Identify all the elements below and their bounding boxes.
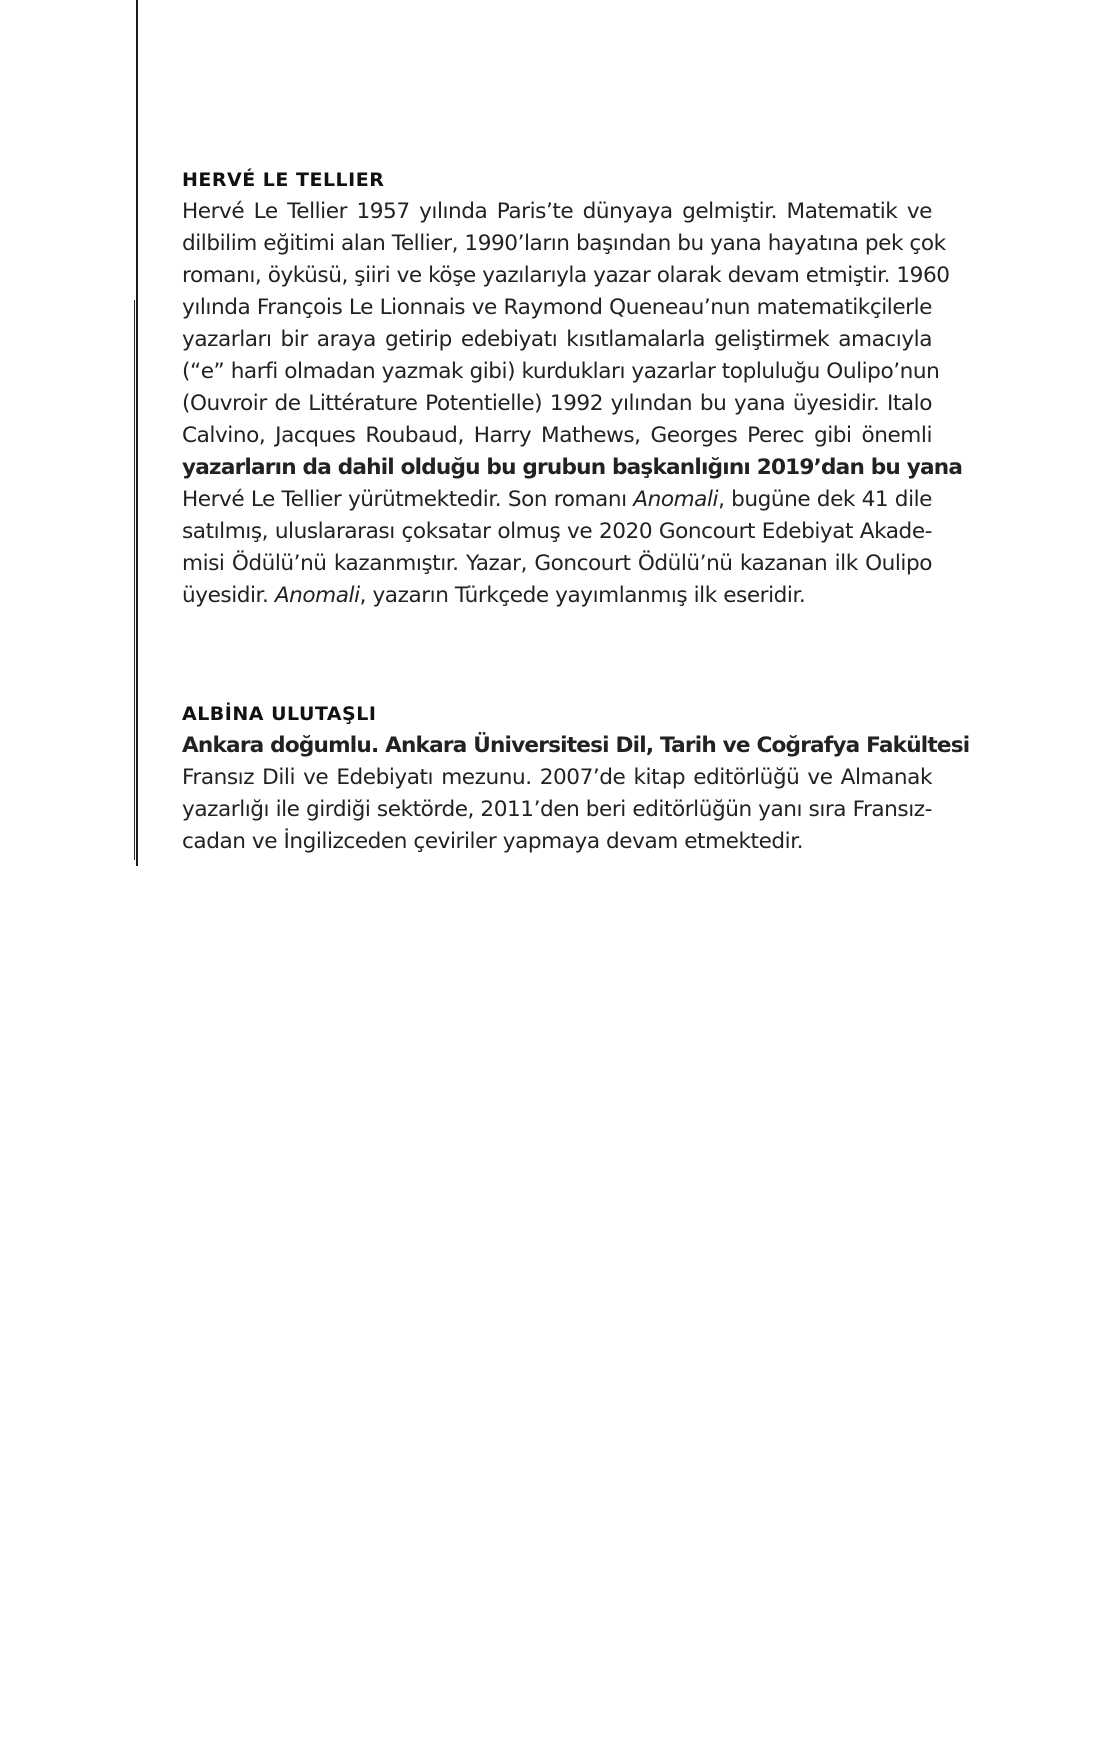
bio-line: satılmış, uluslararası çoksatar olmuş ve 2020 Goncourt Edebiyat Akade- <box>182 519 932 544</box>
bio-line <box>182 484 932 516</box>
bio-line: misi Ödülü’nü kazanmıştır. Yazar, Goncourt Ödülü’nü kazanan ilk Oulipo <box>182 551 932 576</box>
bio-line: cadan ve İngilizceden çeviriler yapmaya devam etmektedir. <box>182 829 804 854</box>
bio-line-part: Hervé Le Tellier yürütmektedir. Son romanı <box>182 487 627 512</box>
bio-line: romanı, öyküsü, şiiri ve köşe yazılarıyla yazar olarak devam etmiştir. 1960 <box>182 263 950 288</box>
bio-line-part: , yazarın Türkçede yayımlanmış ilk eseridir. <box>359 583 806 608</box>
page-edge-line <box>136 0 138 866</box>
bio-line: (“e” harfi olmadan yazmak gibi) kurdukları yazarlar topluluğu Oulipo’nun <box>182 359 940 384</box>
bio-line: Hervé Le Tellier 1957 yılında Paris’te dünyaya gelmiştir. Matematik ve <box>182 199 932 224</box>
book-title-anomali: Anomali <box>274 583 360 608</box>
bio-line <box>182 580 932 612</box>
bio-line: yazarları bir araya getirip edebiyatı kısıtlamalarla geliştirmek amacıyla <box>182 327 932 352</box>
author-bio-section <box>182 164 963 612</box>
author-name-heading: HERVÉ LE TELLIER <box>182 169 385 191</box>
bio-line: Fransız Dili ve Edebiyatı mezunu. 2007’de kitap editörlüğü ve Almanak <box>182 765 932 790</box>
bio-line: yılında François Le Lionnais ve Raymond Queneau’nun matematikçilerle <box>182 295 932 320</box>
bio-line: (Ouvroir de Littérature Potentielle) 1992 yılından bu yana üyesidir. Italo <box>182 391 932 416</box>
bio-line: Calvino, Jacques Roubaud, Harry Mathews, Georges Perec gibi önemli <box>182 423 932 448</box>
page-edge-line-inner <box>134 300 135 860</box>
bio-line: dilbilim eğitimi alan Tellier, 1990’ların başından bu yana hayatına pek çok <box>182 231 946 256</box>
bio-line-part: , bugüne dek 41 dile <box>718 487 932 512</box>
bio-line: Ankara doğumlu. Ankara Üniversitesi Dil, Tarih ve Coğrafya Fakültesi <box>182 733 970 758</box>
bio-line: yazarların da dahil olduğu bu grubun başkanlığını 2019’dan bu yana <box>182 455 963 480</box>
book-title-anomali: Anomali <box>633 487 719 512</box>
translator-bio-section <box>182 698 970 858</box>
author-bio-text <box>182 196 963 612</box>
bio-line: yazarlığı ile girdiği sektörde, 2011’den beri editörlüğün yanı sıra Fransız- <box>182 797 932 822</box>
bio-line-part: üyesidir. <box>182 583 269 608</box>
translator-bio-text <box>182 730 970 858</box>
translator-name-heading: ALBİNA ULUTAŞLI <box>182 703 377 725</box>
